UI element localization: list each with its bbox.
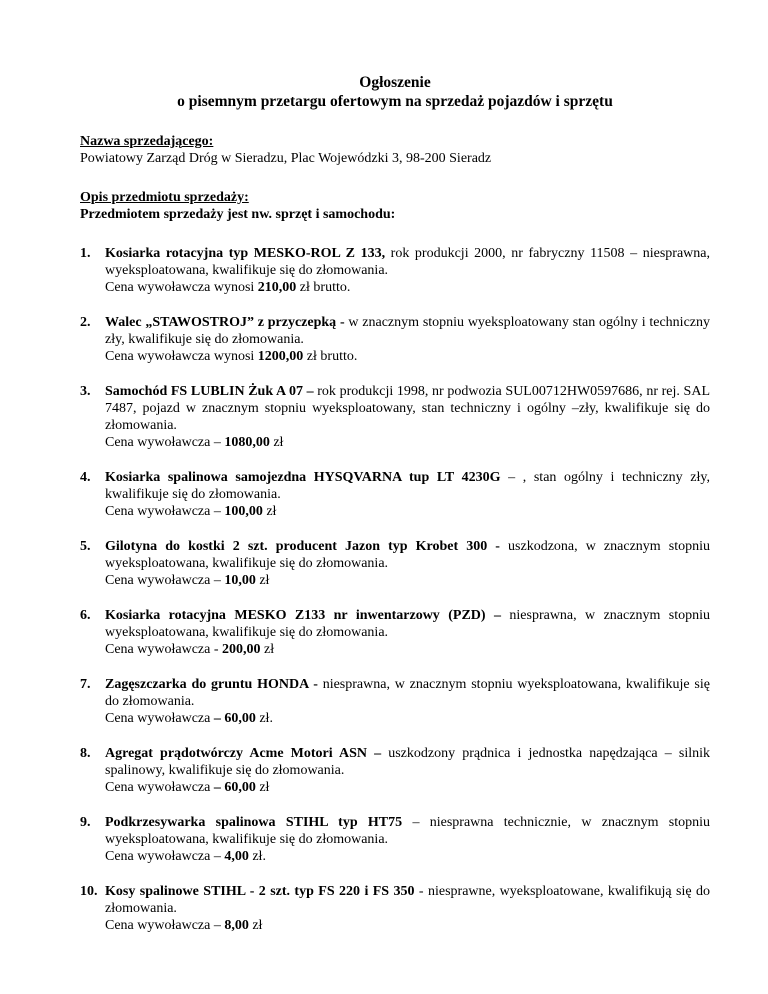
item-number: 3. bbox=[80, 384, 91, 399]
subject-heading: Opis przedmiotu sprzedaży: bbox=[80, 190, 249, 205]
item-number: 1. bbox=[80, 246, 91, 261]
item-price-line bbox=[105, 348, 710, 365]
item-description: uszkodzony prądnica i jednostka napędzająca – silnik spalinowy, kwalifikuje się do złomowania. bbox=[105, 746, 710, 778]
item-number: 5. bbox=[80, 539, 91, 554]
list-item bbox=[80, 469, 710, 520]
item-description: – , stan ogólny i techniczny zły, kwalifikuje się do złomowania. bbox=[105, 470, 710, 502]
price-suffix: zł bbox=[255, 780, 270, 795]
item-description: - niesprawne, wyeksploatowane, kwalifikują się do złomowania. bbox=[105, 884, 710, 916]
price-value: – 60,00 bbox=[213, 780, 256, 795]
list-item bbox=[80, 745, 710, 796]
price-label: Cena wywoławcza wynosi bbox=[105, 280, 258, 295]
item-price-line bbox=[105, 779, 710, 796]
price-label: Cena wywoławcza bbox=[105, 780, 214, 795]
price-suffix: zł brutto. bbox=[296, 280, 351, 295]
item-name: Agregat prądotwórczy Acme Motori ASN – bbox=[105, 746, 382, 761]
price-suffix: zł bbox=[255, 573, 270, 588]
price-value: 8,00 bbox=[224, 918, 249, 933]
price-label: Cena wywoławcza – bbox=[105, 435, 225, 450]
subject-section bbox=[80, 189, 710, 223]
price-suffix: zł bbox=[262, 504, 277, 519]
item-number: 8. bbox=[80, 746, 91, 761]
item-price-line bbox=[105, 572, 710, 589]
title-line-2: o pisemnym przetargu ofertowym na sprzedaż pojazdów i sprzętu bbox=[177, 93, 613, 110]
price-value: 200,00 bbox=[222, 642, 261, 657]
price-label: Cena wywoławcza – bbox=[105, 918, 225, 933]
price-label: Cena wywoławcza bbox=[105, 711, 214, 726]
list-item bbox=[80, 676, 710, 727]
document-page bbox=[80, 73, 710, 952]
item-name: Kosy spalinowe STIHL - 2 szt. typ FS 220 i FS 350 bbox=[105, 884, 415, 899]
seller-heading: Nazwa sprzedającego: bbox=[80, 134, 214, 149]
price-suffix: zł. bbox=[255, 711, 273, 726]
item-description: rok produkcji 1998, nr podwozia SUL00712HW0597686, nr rej. SAL 7487, pojazd w znacznym stopniu wyeksploatowany, stan techniczny i ogólny –zły, kwalifikuje się do złomowania. bbox=[105, 384, 711, 433]
price-suffix: zł bbox=[248, 918, 263, 933]
price-suffix: zł bbox=[260, 642, 275, 657]
item-price-line bbox=[105, 503, 710, 520]
price-value: – 60,00 bbox=[213, 711, 256, 726]
seller-text: Powiatowy Zarząd Dróg w Sieradzu, Plac Wojewódzki 3, 98-200 Sieradz bbox=[80, 151, 492, 166]
item-description: – niesprawna technicznie, w znacznym stopniu wyeksploatowana, kwalifikuje się do złomowania. bbox=[105, 815, 711, 847]
list-item bbox=[80, 245, 710, 296]
price-label: Cena wywoławcza – bbox=[105, 504, 225, 519]
item-number: 7. bbox=[80, 677, 91, 692]
item-number: 10. bbox=[80, 884, 98, 899]
price-label: Cena wywoławcza - bbox=[105, 642, 223, 657]
item-price-line bbox=[105, 434, 710, 451]
item-name: Podkrzesywarka spalinowa STIHL typ HT75 bbox=[105, 815, 403, 830]
item-price-line bbox=[105, 710, 710, 727]
list-item bbox=[80, 607, 710, 658]
item-name: Zagęszczarka do gruntu HONDA - bbox=[105, 677, 318, 692]
price-suffix: zł bbox=[269, 435, 284, 450]
item-number: 2. bbox=[80, 315, 91, 330]
list-item bbox=[80, 538, 710, 589]
price-label: Cena wywoławcza wynosi bbox=[105, 349, 258, 364]
price-suffix: zł brutto. bbox=[303, 349, 358, 364]
item-description: niesprawna, w znacznym stopniu wyeksploatowana, kwalifikuje się do złomowania. bbox=[105, 677, 710, 709]
price-value: 210,00 bbox=[257, 280, 297, 295]
item-price-line bbox=[105, 917, 710, 934]
item-description: niesprawna, w znacznym stopniu wyeksploatowana, kwalifikuje się do złomowania. bbox=[105, 608, 710, 640]
price-value: 1200,00 bbox=[257, 349, 304, 364]
title-line-1: Ogłoszenie bbox=[359, 74, 431, 91]
item-price-line bbox=[105, 641, 710, 658]
seller-section bbox=[80, 133, 710, 167]
list-item bbox=[80, 814, 710, 865]
item-price-line bbox=[105, 279, 710, 296]
item-description: w znacznym stopniu wyeksploatowany stan ogólny i techniczny zły, kwalifikuje się do złomowania. bbox=[105, 315, 710, 347]
item-name: Kosiarka rotacyjna MESKO Z133 nr inwentarzowy (PZD) – bbox=[105, 608, 501, 623]
price-suffix: zł. bbox=[248, 849, 266, 864]
list-item bbox=[80, 314, 710, 365]
price-value: 1080,00 bbox=[224, 435, 270, 450]
document-title bbox=[80, 73, 710, 111]
item-number: 6. bbox=[80, 608, 91, 623]
item-name: Gilotyna do kostki 2 szt. producent Jazon typ Krobet 300 - bbox=[105, 539, 500, 554]
price-label: Cena wywoławcza – bbox=[105, 573, 225, 588]
item-price-line bbox=[105, 848, 710, 865]
price-value: 100,00 bbox=[224, 504, 263, 519]
item-number: 4. bbox=[80, 470, 91, 485]
item-description: rok produkcji 2000, nr fabryczny 11508 – niesprawna, wyeksploatowana, kwalifikuje się do złomowania. bbox=[105, 246, 710, 278]
price-label: Cena wywoławcza – bbox=[105, 849, 225, 864]
price-value: 4,00 bbox=[224, 849, 249, 864]
item-name: Walec „STAWOSTROJ” z przyczepką - bbox=[105, 315, 345, 330]
subject-intro: Przedmiotem sprzedaży jest nw. sprzęt i samochodu: bbox=[80, 207, 396, 222]
item-name: Samochód FS LUBLIN Żuk A 07 – bbox=[105, 384, 314, 399]
item-name: Kosiarka spalinowa samojezdna HYSQVARNA tup LT 4230G bbox=[105, 470, 501, 485]
item-description: uszkodzona, w znacznym stopniu wyeksploatowana, kwalifikuje się do złomowania. bbox=[105, 539, 710, 571]
list-item bbox=[80, 383, 710, 451]
list-item bbox=[80, 883, 710, 934]
item-number: 9. bbox=[80, 815, 91, 830]
item-name: Kosiarka rotacyjna typ MESKO-ROL Z 133, bbox=[105, 246, 386, 261]
price-value: 10,00 bbox=[224, 573, 256, 588]
item-list bbox=[80, 245, 710, 934]
